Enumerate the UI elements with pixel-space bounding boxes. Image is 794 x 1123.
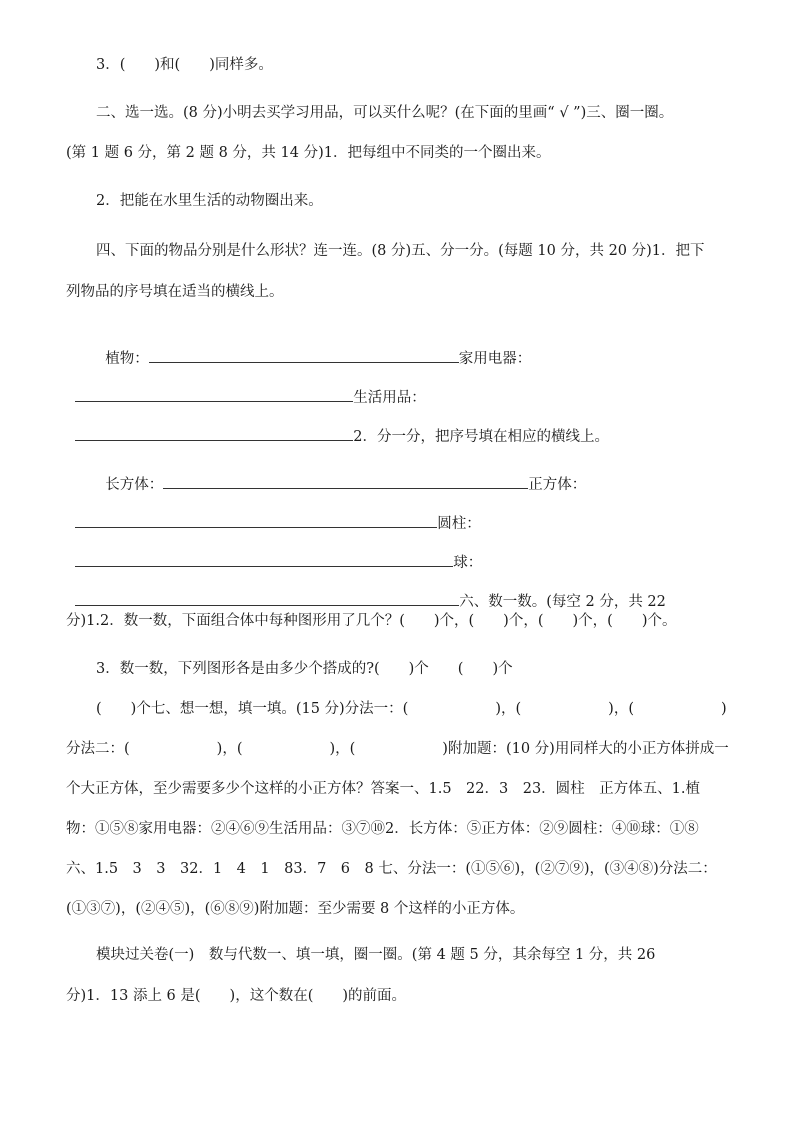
- label-daily: 生活用品：: [353, 390, 426, 406]
- line-section-4-cont: 列物品的序号填在适当的横线上。: [66, 284, 284, 300]
- line-cube-blank: [66, 495, 481, 533]
- label-cylinder: 圆柱：: [437, 516, 481, 532]
- line-module-q1: 分)1．13 添上 6 是( )，这个数在( )的前面。: [66, 988, 407, 1004]
- line-q3-same: 3．( )和( )同样多。: [96, 57, 273, 73]
- line-section-2: 二、选一选。(8 分)小明去买学习用品，可以买什么呢？(在下面的里画“ √ ”)三、圈一圈。: [96, 105, 674, 121]
- line-cuboid: [96, 456, 586, 494]
- label-sphere: 球：: [453, 555, 483, 571]
- section-6-title: 六、数一数。(每空 2 分，共 22: [459, 594, 666, 610]
- line-circle-water: 2．把能在水里生活的动物圈出来。: [96, 193, 323, 209]
- line-section-3-score: (第 1 题 6 分，第 2 题 8 分，共 14 分)1．把每组中不同类的一个圈出来。: [66, 145, 551, 161]
- label-q2: 2．分一分，把序号填在相应的横线上。: [353, 429, 609, 445]
- line-answers-1: 个大正方体，至少需要多少个这样的小正方体？答案一、1.5 22．3 23．圆柱 正方体五、1.植: [66, 781, 701, 797]
- label-appliances: 家用电器：: [458, 351, 532, 367]
- line-module-title: 模块过关卷(一) 数与代数一、填一填，圈一圈。(第 4 题 5 分，其余每空 1 分，共 26: [96, 947, 656, 963]
- line-appliances-blank: [66, 369, 426, 407]
- line-count-blocks: 3．数一数，下列图形各是由多少个搭成的?( )个 ( )个: [96, 661, 513, 677]
- blank-cylinder[interactable]: [75, 552, 453, 567]
- blank-plants[interactable]: [149, 348, 459, 363]
- line-answers-4: (①③⑦)，(②④⑤)，(⑥⑧⑨)附加题：至少需要 8 个这样的小正方体。: [66, 901, 525, 917]
- label-cube: 正方体：: [528, 477, 587, 493]
- line-answers-3: 六、1.5 3 3 32．1 4 1 83．7 6 8 七、分法一：(①⑤⑥)，(②⑦⑨)，(③④⑧)分法二：: [66, 861, 717, 877]
- label-cuboid: 长方体：: [105, 477, 164, 493]
- line-sphere-blank: [66, 573, 666, 611]
- line-section-4: 四、下面的物品分别是什么形状？连一连。(8 分)五、分一分。(每题 10 分，共 20 分)1．把下: [96, 243, 705, 259]
- blank-daily[interactable]: [75, 426, 353, 441]
- label-plants: 植物：: [105, 351, 149, 367]
- line-daily-blank: [66, 408, 609, 446]
- line-section-7: ( )个七、想一想，填一填。(15 分)分法一：( )，( )，( ): [96, 701, 727, 717]
- line-method-2: 分法二：( )，( )，( )附加题：(10 分)用同样大的小正方体拼成一: [66, 741, 729, 757]
- blank-sphere[interactable]: [75, 591, 459, 606]
- line-section-6-cont: 分)1.2．数一数，下面组合体中每种图形用了几个？( )个，( )个，( )个，( )个。: [66, 613, 677, 629]
- line-cylinder-blank: [66, 534, 482, 572]
- line-plants: [96, 330, 531, 368]
- blank-cube[interactable]: [75, 513, 437, 528]
- blank-appliances[interactable]: [75, 387, 353, 402]
- line-answers-2: 物：①⑤⑧家用电器：②④⑥⑨生活用品：③⑦⑩2．长方体：⑤正方体：②⑨圆柱：④⑩球：①⑧: [66, 821, 699, 837]
- blank-cuboid[interactable]: [163, 474, 528, 489]
